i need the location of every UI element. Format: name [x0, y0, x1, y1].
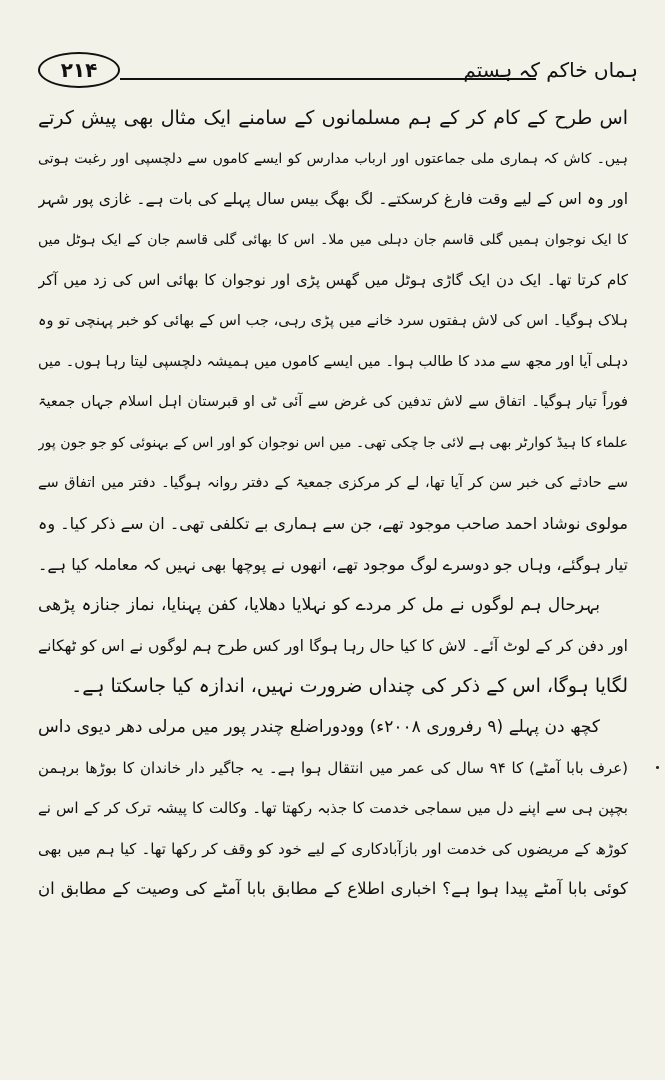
running-title: ہماں خاکم کہ ہستم [463, 58, 638, 82]
text-line: مولوی نوشاد احمد صاحب موجود تھے، جن سے ہماری بے تکلفی تھی۔ ان سے ذکر کیا۔ وہ [38, 513, 628, 533]
text-line: فوراً تیار ہوگیا۔ اتفاق سے لاش تدفین کی غرض سے آئی ٹی او قبرستان اہل اسلام جہاں جمعیۃ [38, 394, 628, 411]
text-line: کوڑھ کے مریضوں کی خدمت اور بازآبادکاری کے لیے خود کو وقف کر رکھا تھا۔ کیا ہم میں بھی [38, 839, 628, 858]
page-number: ۲۱۴ [38, 52, 120, 88]
text-line: کا ایک نوجوان ہمیں گلی قاسم جان دہلی میں ملا۔ اس کا بھائی گلی قاسم جان کے ایک ہوٹل میں [38, 231, 628, 248]
text-line: (عرف بابا آمٹے) کا ۹۴ سال کی عمر میں انتقال ہوا ہے۔ یہ جاگیر دار خاندان کا بوڑھا برہمن [38, 758, 628, 777]
text-line: اور دفن کر کے لوٹ آئے۔ لاش کا کیا حال رہا ہوگا اور کس طرح ہم لوگوں نے اس کو ٹھکانے [38, 636, 628, 655]
text-line: ہیں۔ کاش کہ ہماری ملی جماعتوں اور ارباب مدارس کو ایسے کاموں سے دلچسپی اور رغبت ہوتی [38, 150, 628, 167]
text-line: اور وہ اس کے لیے وقت فارغ کرسکتے۔ لگ بھگ بیس سال پہلے کی بات ہے۔ غازی پور شہر [38, 190, 628, 209]
text-line: سے حادثے کی خبر سن کر آیا تھا، لے کر مرکزی جمعیۃ کے دفتر روانہ ہوگیا۔ دفتر میں اتفاق سے [38, 475, 628, 492]
text-line: بچپن ہی سے اپنے دل میں سماجی خدمت کا جذبہ رکھتا تھا۔ وکالت کا پیشہ ترک کر کے اس نے [38, 799, 628, 818]
margin-dot [656, 766, 659, 769]
text-line: اس طرح کے کام کر کے ہم مسلمانوں کے سامنے ایک مثال بھی پیش کرتے [38, 107, 628, 129]
page-header [30, 48, 640, 88]
text-line: بہرحال ہم لوگوں نے مل کر مردے کو نہلایا دھلایا، کفن پہنایا، نماز جنازہ پڑھی [38, 595, 600, 616]
text-line: کوئی بابا آمٹے پیدا ہوا ہے؟ اخباری اطلاع کے مطابق بابا آمٹے کی وصیت کے مطابق ان [38, 879, 628, 899]
text-line: ہلاک ہوگیا۔ اس کی لاش ہفتوں سرد خانے میں پڑی رہی، جب اس کے بھائی کو خبر پہنچی تو وہ [38, 312, 628, 329]
body-text [38, 98, 628, 910]
text-line: دہلی آیا اور مجھ سے مدد کا طالب ہوا۔ میں ایسے کاموں میں ہمیشہ دلچسپی لیتا رہا ہوں۔ میں [38, 353, 628, 370]
text-line: کچھ دن پہلے (۹ رفروری ۲۰۰۸ء) وودوراضلع چندر پور میں مرلی دھر دیوی داس [38, 716, 600, 737]
text-line: لگایا ہوگا، اس کے ذکر کی چنداں ضرورت نہیں، اندازہ کیا جاسکتا ہے۔ [71, 675, 628, 698]
text-line: کام کرتا تھا۔ ایک دن ایک گاڑی ہوٹل میں گھس پڑی اور نوجوان کا بھائی اس کی زد میں آکر [38, 271, 628, 290]
text-line: علماء کا ہیڈ کوارٹر بھی ہے لائی جا چکی تھی۔ میں اس نوجوان کو اور اس کے بہنوئی کو جو جون پور [38, 434, 628, 451]
text-line: تیار ہوگئے، وہاں جو دوسرے لوگ موجود تھے، انھوں نے پوچھا بھی نہیں کہ معاملہ کیا ہے۔ [38, 554, 628, 574]
